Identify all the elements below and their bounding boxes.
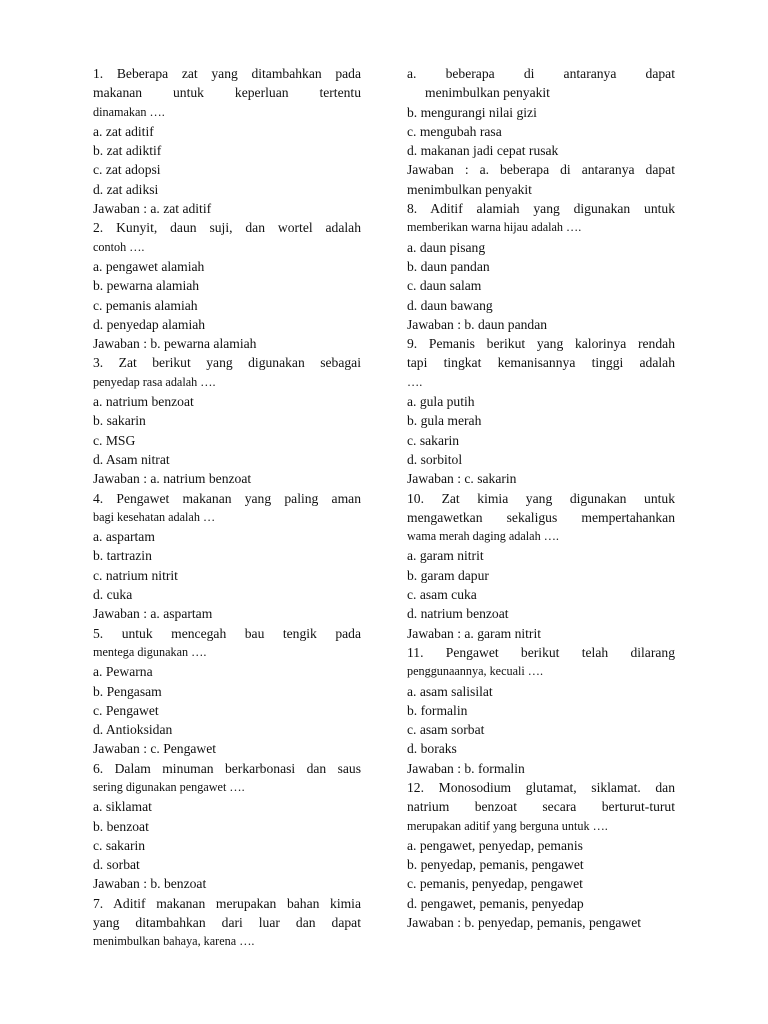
text-line: 1. Beberapa zat yang ditambahkan pada bbox=[93, 66, 361, 81]
text-line: merupakan aditif yang berguna untuk …. bbox=[407, 818, 608, 833]
text-line: b. garam dapur bbox=[407, 567, 489, 583]
text-line: d. natrium benzoat bbox=[407, 606, 509, 622]
text-line: d. sorbat bbox=[93, 857, 140, 873]
text-line: c. sakarin bbox=[407, 432, 460, 448]
text-line: 9. Pemanis berikut yang kalorinya rendah bbox=[407, 336, 675, 352]
text-line: mengawetkan sekaligus mempertahankan bbox=[407, 509, 675, 525]
text-line: yang ditambahkan dari luar dan dapat bbox=[93, 915, 361, 931]
text-line: d. zat adiksi bbox=[93, 181, 159, 197]
text-line: 12. Monosodium glutamat, siklamat. dan bbox=[407, 779, 675, 795]
text-line: c. natrium nitrit bbox=[93, 567, 178, 583]
text-line: d. sorbitol bbox=[407, 451, 463, 467]
text-line: 6. Dalam minuman berkarbonasi dan saus bbox=[93, 760, 361, 776]
text-line: dinamakan …. bbox=[93, 104, 165, 119]
text-line: Jawaban : a. garam nitrit bbox=[407, 625, 541, 641]
text-line: 11. Pengawet berikut telah dilarang bbox=[407, 644, 675, 660]
text-line: penggunaannya, kecuali …. bbox=[407, 664, 544, 679]
text-line: b. formalin bbox=[407, 702, 468, 718]
text-line: b. pewarna alamiah bbox=[93, 278, 200, 294]
text-line: d. cuka bbox=[93, 587, 133, 603]
text-line: c. pemanis, penyedap, pengawet bbox=[407, 876, 583, 892]
text-line: Jawaban : b. pewarna alamiah bbox=[93, 336, 257, 352]
text-line: bagi kesehatan adalah … bbox=[93, 509, 216, 524]
text-line: 7. Aditif makanan merupakan bahan kimia bbox=[93, 895, 361, 911]
text-line: wama merah daging adalah …. bbox=[407, 529, 559, 544]
text-line: 2. Kunyit, daun suji, dan wortel adalah bbox=[93, 220, 361, 236]
text-line: d. makanan jadi cepat rusak bbox=[407, 143, 559, 159]
text-line: c. pemanis alamiah bbox=[93, 297, 198, 313]
text-line: …. bbox=[407, 374, 423, 389]
text-line: b. sakarin bbox=[93, 413, 146, 429]
text-line: 8. Aditif alamiah yang digunakan untuk bbox=[407, 201, 675, 217]
text-line: c. asam sorbat bbox=[407, 722, 485, 738]
text-line: Jawaban : b. benzoat bbox=[93, 876, 207, 892]
text-line: sering digunakan pengawet …. bbox=[93, 779, 245, 794]
text-line: 3. Zat berikut yang digunakan sebagai bbox=[93, 355, 361, 371]
text-line: a. Pewarna bbox=[93, 664, 153, 680]
text-line: Jawaban : b. formalin bbox=[407, 760, 525, 776]
text-line: c. asam cuka bbox=[407, 587, 477, 603]
text-line: 5. untuk mencegah bau tengik pada bbox=[93, 625, 361, 641]
text-line: a. siklamat bbox=[93, 799, 152, 815]
text-line: b. daun pandan bbox=[407, 258, 490, 274]
text-line: a. natrium benzoat bbox=[93, 394, 194, 410]
text-line: a. daun pisang bbox=[407, 239, 486, 255]
text-line: a. aspartam bbox=[93, 529, 155, 545]
text-line: memberikan warna hijau adalah …. bbox=[407, 220, 582, 235]
text-line: d. boraks bbox=[407, 741, 457, 757]
text-line: a. garam nitrit bbox=[407, 548, 484, 564]
text-line: Jawaban : c. Pengawet bbox=[93, 741, 217, 757]
text-line: d. penyedap alamiah bbox=[93, 316, 206, 332]
text-line: c. sakarin bbox=[93, 837, 146, 853]
text-line: Jawaban : a. natrium benzoat bbox=[93, 471, 252, 487]
text-line: mentega digunakan …. bbox=[93, 644, 207, 659]
text-line: b. penyedap, pemanis, pengawet bbox=[407, 857, 584, 873]
text-line: a. pengawet alamiah bbox=[93, 258, 205, 274]
text-line: Jawaban : a. beberapa di antaranya dapat bbox=[407, 162, 675, 178]
text-line: b. gula merah bbox=[407, 413, 482, 429]
text-line: b. zat adiktif bbox=[93, 143, 162, 159]
text-line: b. tartrazin bbox=[93, 548, 152, 564]
text-line: menimbulkan penyakit bbox=[407, 181, 532, 197]
text-line: Jawaban : c. sakarin bbox=[407, 471, 517, 487]
text-line: Jawaban : a. zat aditif bbox=[93, 201, 212, 217]
text-line: Jawaban : b. penyedap, pemanis, pengawet bbox=[407, 915, 642, 931]
text-line: Jawaban : a. aspartam bbox=[93, 606, 213, 622]
text-line: a. pengawet, penyedap, pemanis bbox=[407, 837, 583, 853]
text-line: natrium benzoat secara berturut-turut bbox=[407, 799, 675, 815]
text-line: makanan untuk keperluan tertentu bbox=[93, 85, 361, 101]
text-line: b. benzoat bbox=[93, 818, 149, 834]
text-line: d. Antioksidan bbox=[93, 722, 173, 738]
text-line: b. mengurangi nilai gizi bbox=[407, 104, 537, 120]
text-line: 10. Zat kimia yang digunakan untuk bbox=[407, 490, 675, 506]
text-line: a. gula putih bbox=[407, 394, 475, 410]
text-line: menimbulkan penyakit bbox=[425, 85, 550, 101]
text-line: c. mengubah rasa bbox=[407, 123, 502, 139]
text-line: contoh …. bbox=[93, 239, 145, 254]
text-line: c. MSG bbox=[93, 432, 136, 448]
text-line: c. Pengawet bbox=[93, 702, 159, 718]
text-line: a. beberapa di antaranya dapat bbox=[407, 66, 675, 81]
text-line: a. zat aditif bbox=[93, 123, 154, 139]
text-line: menimbulkan bahaya, karena …. bbox=[93, 934, 255, 949]
text-line: 4. Pengawet makanan yang paling aman bbox=[93, 490, 361, 506]
text-line: d. Asam nitrat bbox=[93, 451, 170, 467]
left-column bbox=[93, 64, 361, 952]
text-line: a. asam salisilat bbox=[407, 683, 493, 699]
text-line: penyedap rasa adalah …. bbox=[93, 374, 216, 389]
text-line: Jawaban : b. daun pandan bbox=[407, 316, 548, 332]
text-line: d. daun bawang bbox=[407, 297, 493, 313]
right-column bbox=[407, 64, 675, 932]
text-line: d. pengawet, pemanis, penyedap bbox=[407, 895, 584, 911]
text-line: tapi tingkat kemanisannya tinggi adalah bbox=[407, 355, 675, 371]
text-line: c. zat adopsi bbox=[93, 162, 161, 178]
text-line: b. Pengasam bbox=[93, 683, 162, 699]
text-line: c. daun salam bbox=[407, 278, 482, 294]
